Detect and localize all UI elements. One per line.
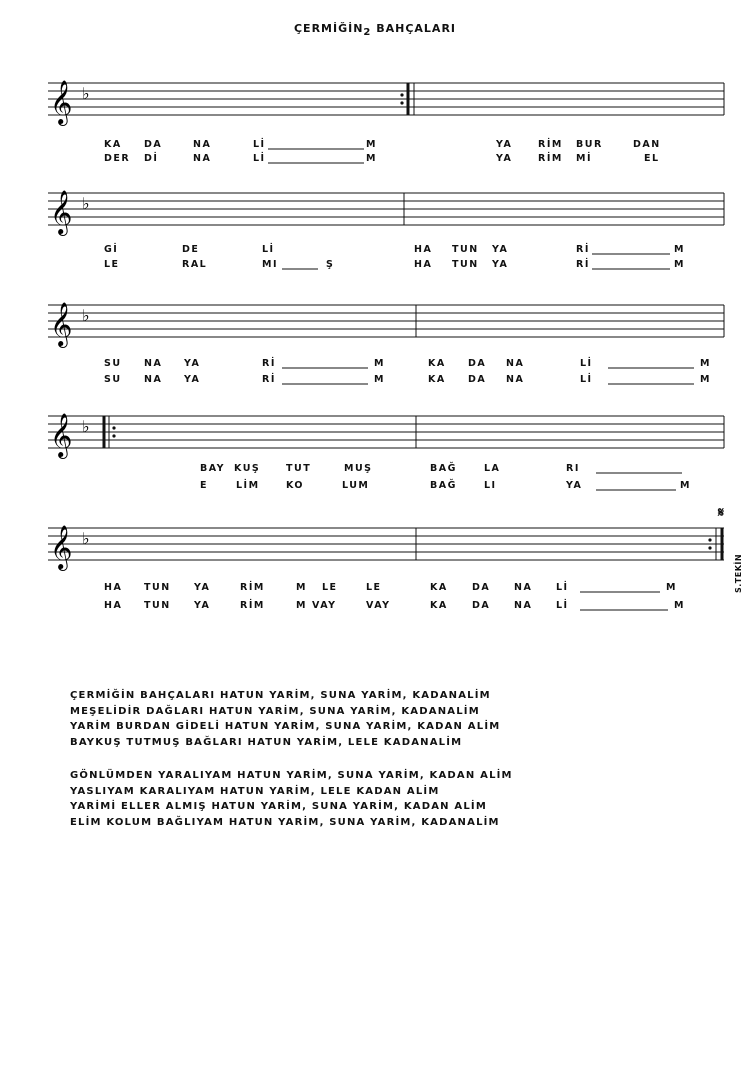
svg-text:𝄞: 𝄞 (50, 525, 73, 569)
svg-text:♭: ♭ (82, 84, 90, 103)
syllable: Lİ (580, 358, 593, 369)
syllable: KA (430, 600, 448, 611)
syllable: M (674, 244, 685, 255)
syllable: Lİ (253, 139, 266, 150)
syllable: BAY (200, 463, 226, 474)
syllable: NA (144, 374, 163, 385)
syllable: DER (104, 153, 131, 164)
syllable: Lİ (556, 582, 569, 593)
melisma-line (592, 252, 672, 256)
staff-system-4 (48, 408, 724, 491)
melisma-line (608, 366, 698, 370)
syllable: M (666, 582, 677, 593)
svg-text:♭: ♭ (82, 306, 90, 325)
syllable: NA (506, 374, 525, 385)
syllable: Mİ (576, 153, 592, 164)
segno-icon: 𝄋 (718, 505, 725, 521)
syllable: KA (428, 358, 446, 369)
syllable: MI (262, 259, 278, 270)
syllable: YA (496, 139, 513, 150)
syllable: YA (566, 480, 583, 491)
syllable: YA (194, 600, 211, 611)
syllable: E (200, 480, 208, 491)
syllable: BAĞ (430, 463, 457, 474)
syllable: M (700, 358, 711, 369)
verse-line: BAYKUŞ TUTMUŞ BAĞLARI HATUN YARİM, LELE KADANALİM (70, 736, 463, 748)
syllable: LE (366, 582, 382, 593)
syllable: DA (144, 139, 163, 150)
melisma-line (608, 382, 698, 386)
syllable: RI (566, 463, 580, 474)
syllable: NA (144, 358, 163, 369)
staff-system-3 (48, 297, 724, 385)
syllable: Rİ (576, 244, 590, 255)
syllable: YA (492, 244, 509, 255)
verse-line: ELİM KOLUM BAĞLIYAM HATUN YARİM, SUNA YARİM, KADANALİM (70, 816, 500, 828)
lyric-line-2 (48, 153, 724, 167)
verses-block (70, 688, 513, 830)
syllable: Rİ (576, 259, 590, 270)
staff-system-1 (48, 75, 724, 164)
melisma-line (282, 267, 322, 271)
syllable: KA (104, 139, 122, 150)
melisma-line (580, 608, 670, 612)
melisma-line (580, 590, 664, 594)
verse-line: GÖNLÜMDEN YARALIYAM HATUN YARİM, SUNA YARİM, KADAN ALİM (70, 770, 513, 781)
syllable: TUN (452, 244, 479, 255)
syllable: LI (484, 480, 497, 491)
svg-text:♭: ♭ (82, 529, 90, 548)
svg-text:♭: ♭ (82, 194, 90, 213)
syllable: Lİ (253, 153, 266, 164)
syllable: M (700, 374, 711, 385)
syllable: SU (104, 358, 122, 369)
syllable: HA (414, 244, 433, 255)
syllable: DAN (633, 139, 661, 150)
syllable: TUT (286, 463, 312, 474)
syllable: RİM (538, 153, 563, 164)
staff-3-notation (48, 297, 724, 357)
syllable: HA (104, 600, 123, 611)
syllable: SU (104, 374, 122, 385)
syllable: VAY (366, 600, 391, 611)
melisma-line (282, 366, 372, 370)
syllable: M (374, 374, 385, 385)
verse-line: YASLIYAM KARALIYAM HATUN YARİM, LELE KADAN ALİM (70, 785, 440, 797)
syllable: YA (492, 259, 509, 270)
melisma-line (282, 382, 372, 386)
syllable: Lİ (580, 374, 593, 385)
syllable: RİM (240, 600, 265, 611)
syllable: Rİ (262, 358, 276, 369)
syllable: Rİ (262, 374, 276, 385)
song-title (0, 22, 750, 38)
syllable: Gİ (104, 244, 119, 255)
syllable: Ş (326, 259, 335, 270)
syllable: M (674, 600, 685, 611)
staff-system-5 (48, 520, 724, 611)
lyric-line-1 (48, 139, 724, 153)
syllable: M (366, 153, 377, 164)
syllable: Dİ (144, 153, 159, 164)
syllable: Lİ (556, 600, 569, 611)
syllable: TUN (144, 582, 171, 593)
verse-line: YARİMİ ELLER ALMIŞ HATUN YARİM, SUNA YARİM, KADAN ALİM (70, 801, 488, 812)
syllable: LE (104, 259, 120, 270)
verse-line: YARİM BURDAN GİDELİ HATUN YARİM, SUNA YARİM, KADAN ALİM (70, 721, 501, 732)
syllable: LA (484, 463, 501, 474)
staff-1-notation (48, 75, 724, 135)
svg-text:𝄞: 𝄞 (50, 413, 73, 457)
syllable: M (680, 480, 691, 491)
svg-text:𝄞: 𝄞 (50, 80, 73, 124)
syllable: M (296, 582, 307, 593)
syllable: DA (468, 374, 487, 385)
title-main: ÇERMİĞİN (293, 22, 364, 35)
syllable: LE (322, 582, 338, 593)
syllable: M (374, 358, 385, 369)
verse-line: ÇERMİĞİN BAHÇALARI HATUN YARİM, SUNA YARİM, KADANALİM (70, 690, 491, 701)
syllable: KA (428, 374, 446, 385)
melisma-line (268, 147, 368, 151)
syllable: VAY (312, 600, 337, 611)
syllable: LUM (342, 480, 370, 491)
syllable: HA (104, 582, 123, 593)
melisma-line (596, 488, 680, 492)
syllable: Lİ (262, 244, 275, 255)
staff-2-notation (48, 185, 724, 245)
svg-text:𝄞: 𝄞 (50, 190, 73, 234)
svg-text:𝄞: 𝄞 (50, 302, 73, 346)
syllable: DA (472, 582, 491, 593)
syllable: M (366, 139, 377, 150)
syllable: RİM (240, 582, 265, 593)
syllable: DE (182, 244, 200, 255)
title-rest: BAHÇALARI (376, 22, 457, 35)
syllable: M (296, 600, 307, 611)
syllable: LİM (236, 480, 260, 491)
syllable: KO (286, 480, 305, 491)
syllable: RİM (538, 139, 563, 150)
melisma-line (268, 161, 368, 165)
composer-signature (722, 505, 743, 595)
syllable: TUN (452, 259, 479, 270)
syllable: EL (644, 153, 660, 164)
syllable: RAL (182, 259, 208, 270)
melisma-line (596, 471, 686, 475)
verse-line: MEŞELİDİR DAĞLARI HATUN YARİM, SUNA YARİM, KADANALİM (70, 705, 480, 717)
verse-gap (70, 750, 513, 768)
syllable: NA (193, 139, 212, 150)
syllable: NA (193, 153, 212, 164)
syllable: YA (496, 153, 513, 164)
syllable: KUŞ (234, 463, 261, 474)
syllable: MUŞ (344, 463, 373, 474)
syllable: HA (414, 259, 433, 270)
syllable: YA (184, 358, 201, 369)
syllable: YA (194, 582, 211, 593)
syllable: KA (430, 582, 448, 593)
syllable: NA (514, 582, 533, 593)
signature-text: S.TEKİN (734, 553, 743, 593)
staff-5-notation (48, 520, 724, 580)
syllable: DA (472, 600, 491, 611)
syllable: YA (184, 374, 201, 385)
staff-4-notation (48, 408, 724, 468)
syllable: M (674, 259, 685, 270)
syllable: NA (514, 600, 533, 611)
melisma-line (592, 267, 672, 271)
syllable: BAĞ (430, 480, 457, 491)
svg-text:♭: ♭ (82, 417, 90, 436)
syllable: DA (468, 358, 487, 369)
syllable: BUR (576, 139, 603, 150)
syllable: NA (506, 358, 525, 369)
staff-system-2 (48, 185, 724, 270)
syllable: TUN (144, 600, 171, 611)
title-sub: 2 (363, 27, 372, 39)
